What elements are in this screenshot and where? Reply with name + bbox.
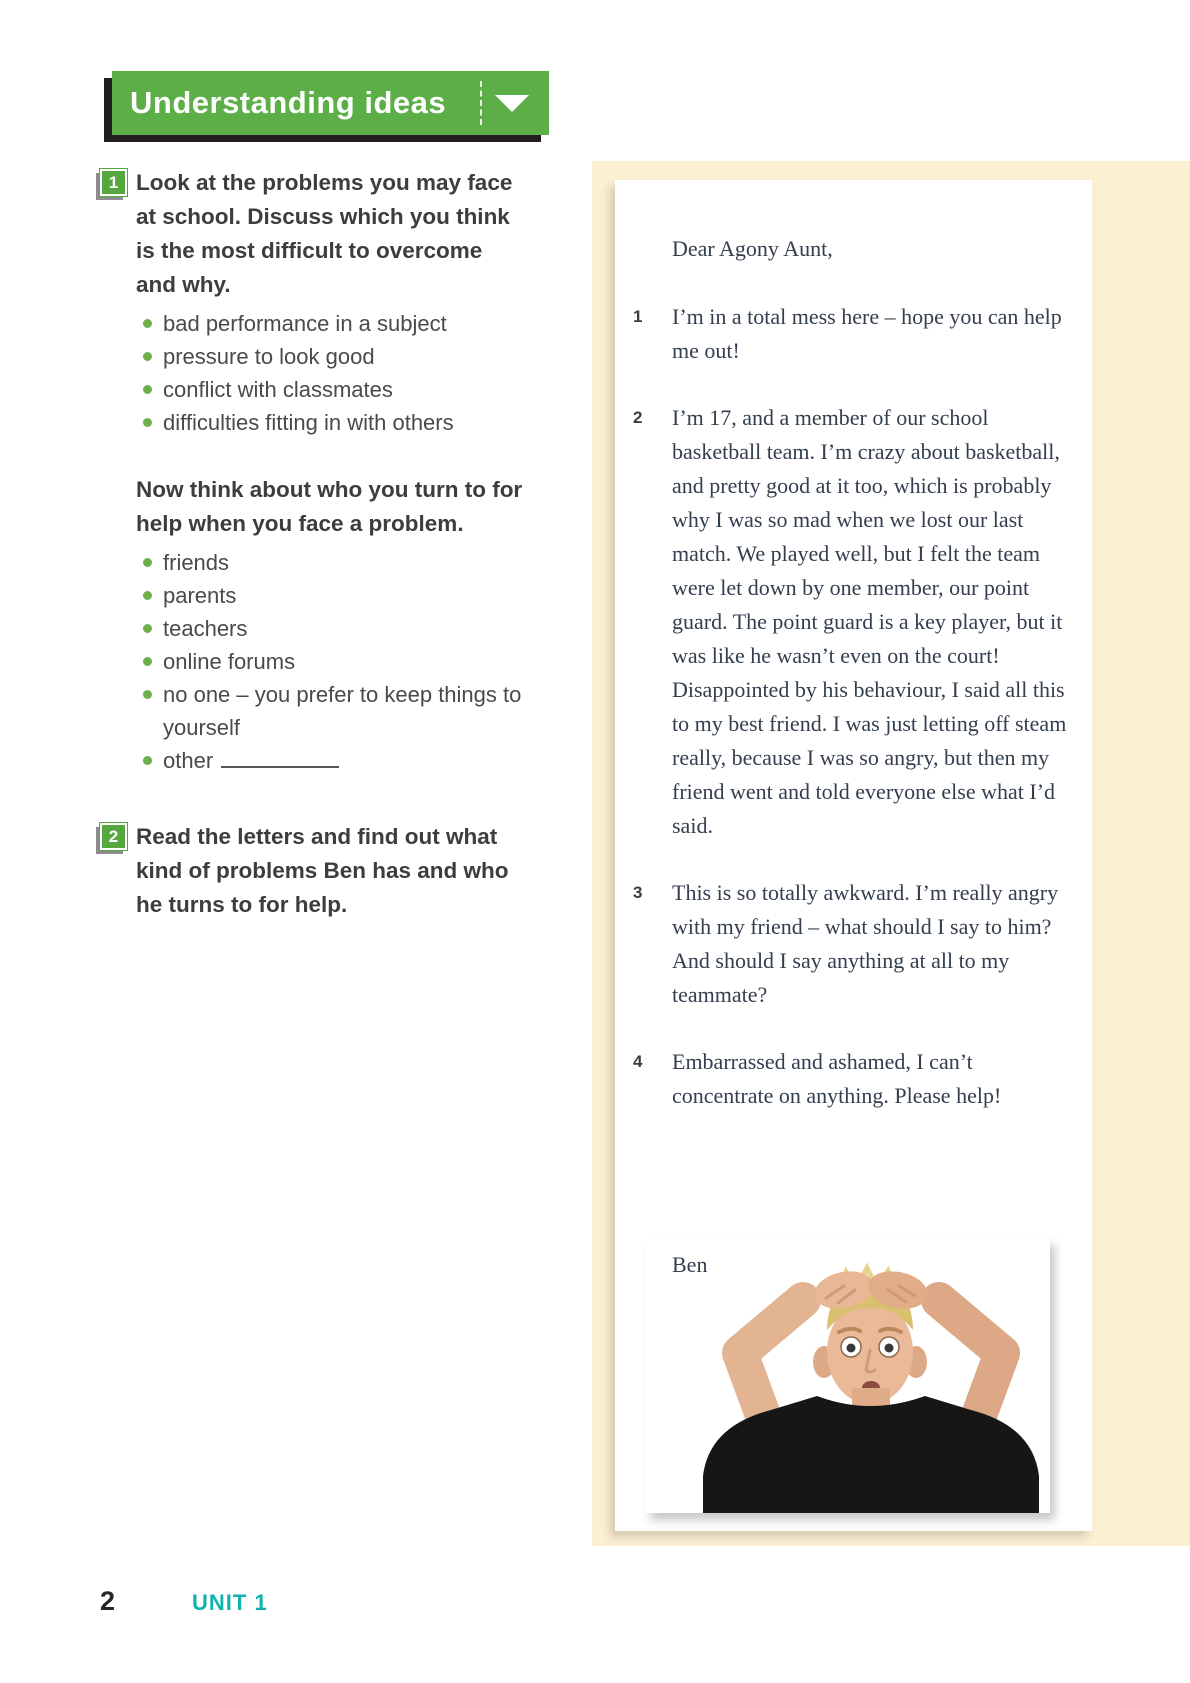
section-title: Understanding ideas [130,85,447,120]
letter-paragraph [633,1045,1067,1113]
activity-1-prompt: Look at the problems you may face at school. Discuss which you think is the most difficult to overcome and why. [136,170,513,297]
page-number: 2 [100,1586,116,1616]
activity-2-number-badge: 2 [100,823,127,850]
letter-signature: Ben [672,1252,708,1277]
blank-line [221,748,339,768]
list-item: conflict with classmates [136,373,524,406]
activity-1-number-badge: 1 [100,169,127,196]
activity-2 [100,820,524,922]
letter-paragraph [633,876,1067,1012]
activity-2-prompt: Read the letters and find out what kind of problems Ben has and who he turns to for help. [136,824,509,917]
helpers-list [136,546,524,777]
list-item: pressure to look good [136,340,524,373]
list-item: difficulties fitting in with others [136,406,524,439]
paragraph-number: 1 [633,307,643,326]
paragraph-number: 4 [633,1052,643,1071]
unit-label: UNIT 1 [192,1590,268,1615]
chevron-down-icon[interactable] [495,95,529,112]
paragraph-text: This is so totally awkward. I’m really angry with my friend – what should I say to him? And should I say anything at all to my teammate? [672,880,1059,1007]
problems-list [136,307,524,439]
section-banner [112,71,549,135]
letter-paragraph [633,401,1067,843]
shocked-man-photo [645,1238,1050,1513]
paragraph-text: I’m in a total mess here – hope you can help me out! [672,304,1062,363]
list-item: no one – you prefer to keep things to yourself [136,678,524,744]
activity-1 [100,166,524,777]
list-item: parents [136,579,524,612]
activity-2-body [136,820,524,922]
list-item: friends [136,546,524,579]
list-item: bad performance in a subject [136,307,524,340]
banner-dashed-divider [480,81,482,125]
list-item: online forums [136,645,524,678]
paragraph-text: Embarrassed and ashamed, I can’t concentrate on anything. Please help! [672,1049,1002,1108]
left-column [100,166,524,922]
paragraph-text: I’m 17, and a member of our school basketball team. I’m crazy about basketball, and pretty good at it too, which is probably why I was so mad when we lost our last match. We played well, but I felt the team were let down by one member, our point guard. The point guard is a key player, but it was like he wasn’t even on the court! Disappointed by his behaviour, I said all this to my best friend. I was just letting off steam really, because I was so angry, but then my friend went and told everyone else what I’d said. [672,405,1067,838]
letter-paragraph [633,300,1067,368]
activity-1-prompt-2: Now think about who you turn to for help when you face a problem. [136,477,523,536]
letter-salutation: Dear Agony Aunt, [672,236,833,261]
activity-1-body [136,166,524,777]
list-item: teachers [136,612,524,645]
shocked-man-illustration [645,1238,1050,1513]
paragraph-number: 2 [633,408,643,427]
other-label: other [163,748,214,773]
paragraph-number: 3 [633,883,643,902]
list-item-other [136,744,524,777]
